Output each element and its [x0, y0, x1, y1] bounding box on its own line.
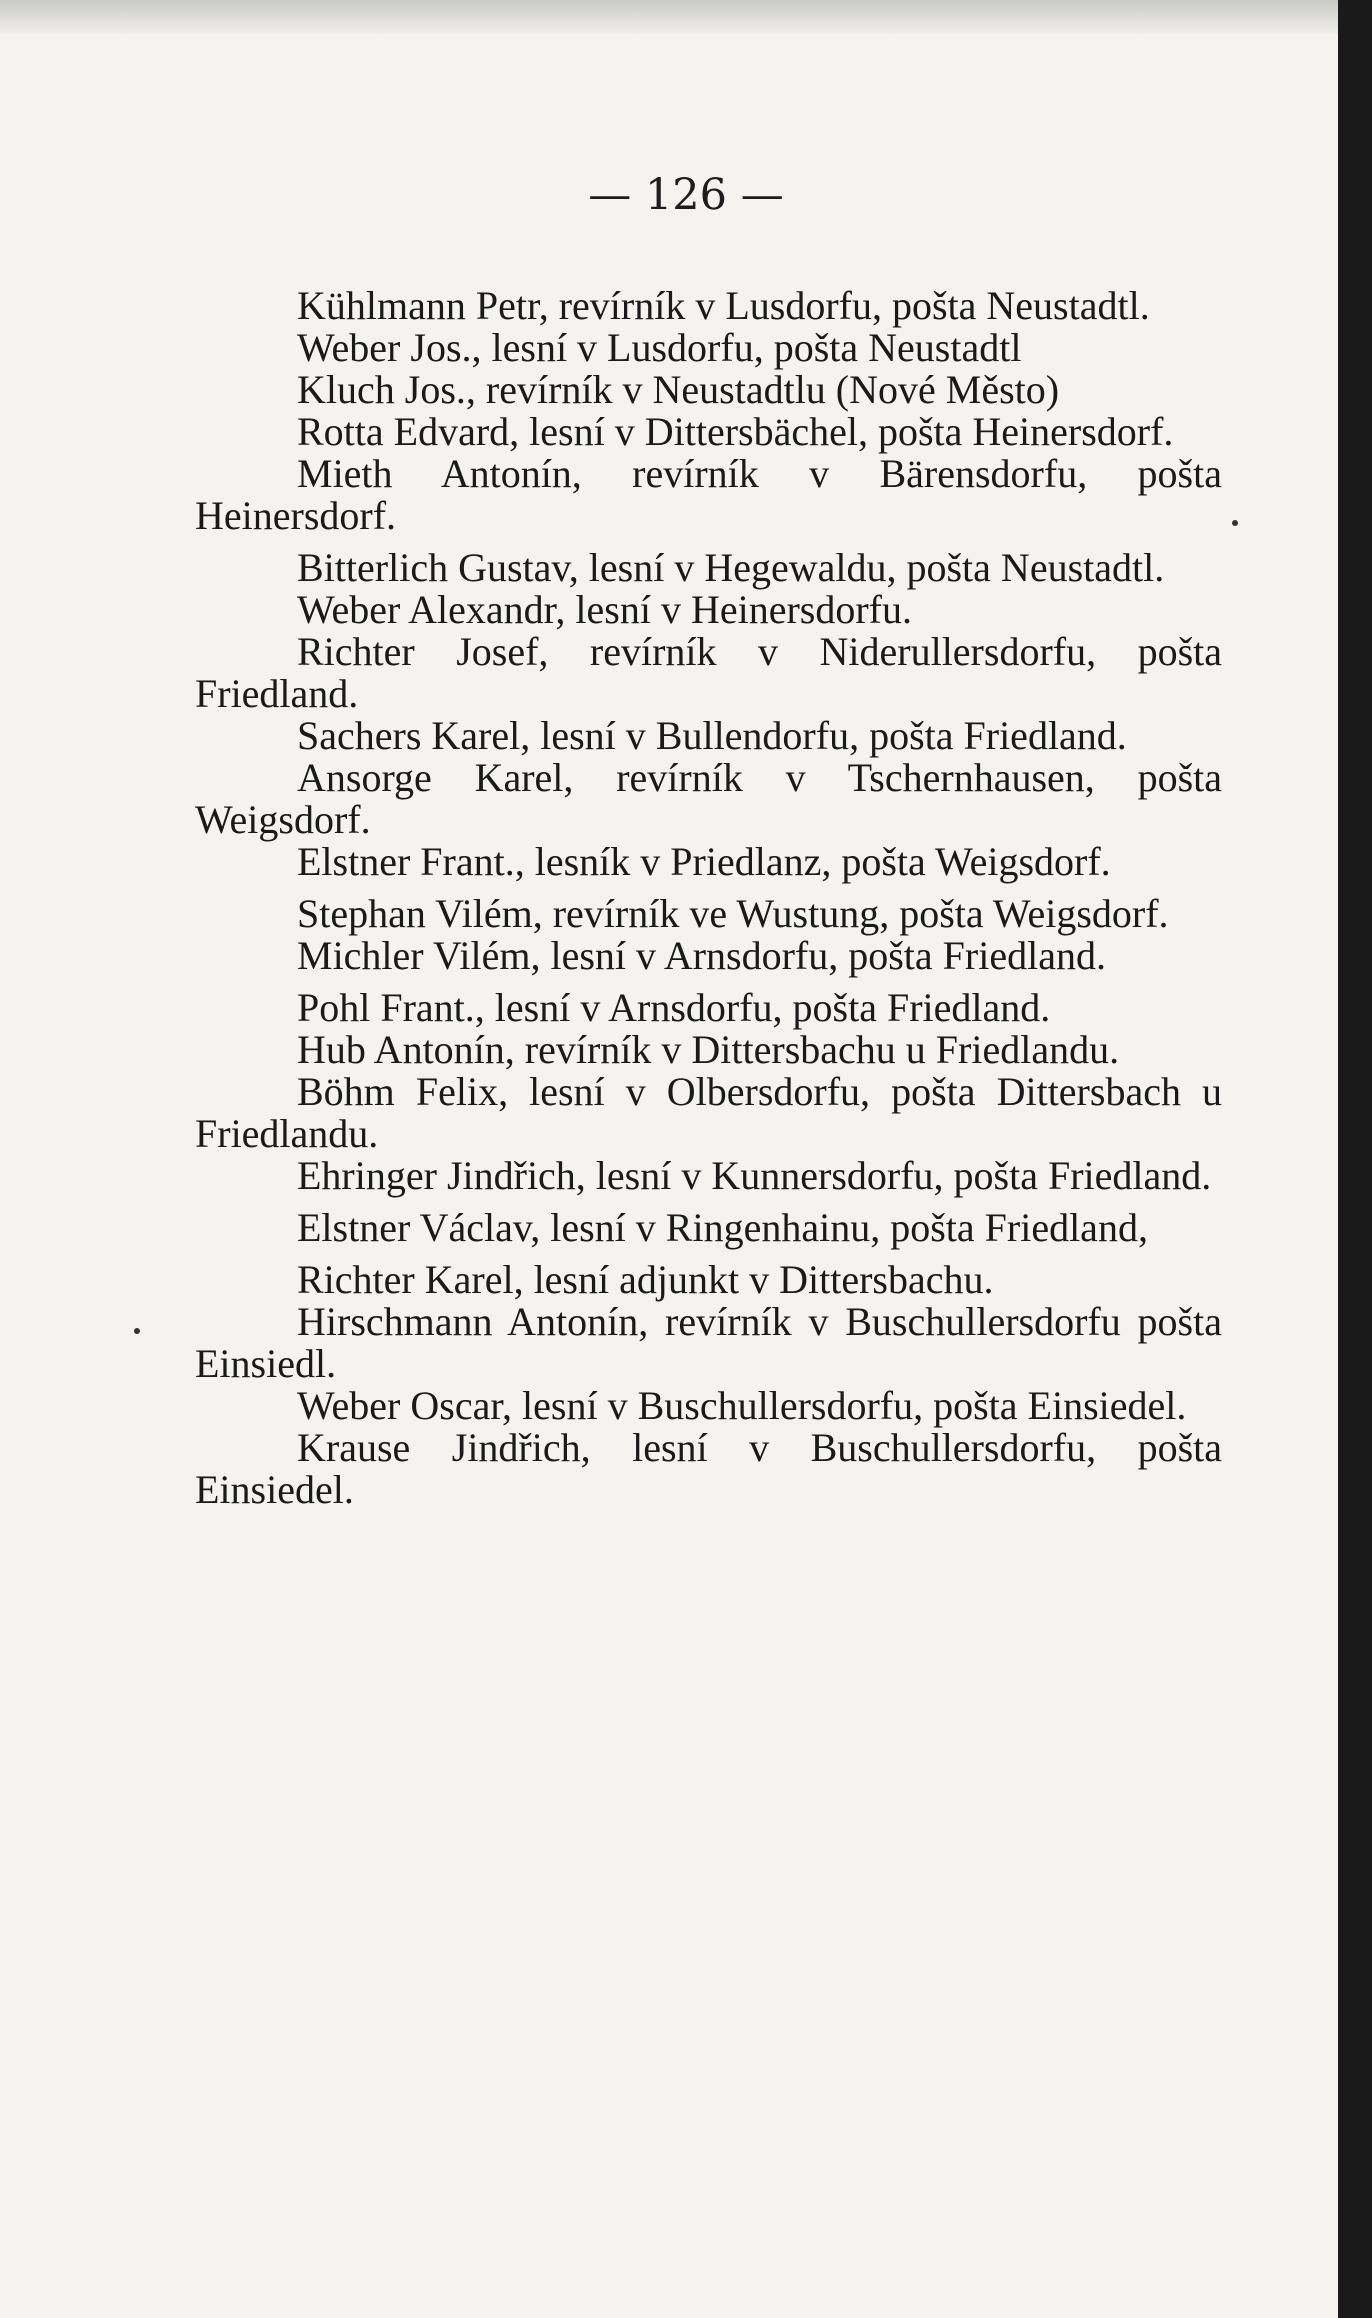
page-top-edge-shadow [0, 0, 1338, 34]
directory-entry: Hub Antonín, revírník v Dittersbachu u Friedlandu. [297, 1027, 1120, 1072]
directory-entry: Kühlmann Petr, revírník v Lusdorfu, pošta Neustadtl. [297, 283, 1150, 328]
directory-entry: Pohl Frant., lesní v Arnsdorfu, pošta Friedland. [297, 985, 1051, 1030]
directory-entry: Elstner Frant., lesník v Priedlanz, pošta Weigsdorf. [297, 839, 1111, 884]
page-number: — 126 — [588, 170, 784, 220]
directory-entry: Rotta Edvard, lesní v Dittersbächel, pošta Heinersdorf. [297, 409, 1174, 454]
directory-entry: Böhm Felix, lesní v Olbersdorfu, pošta Dittersbach u Friedlandu. [195, 1069, 1222, 1156]
directory-entry: Hirschmann Antonín, revírník v Buschullersdorfu pošta Einsiedl. [195, 1299, 1222, 1386]
directory-entry: Ansorge Karel, revírník v Tschernhausen, pošta Weigsdorf. [195, 755, 1222, 842]
directory-entry: Weber Jos., lesní v Lusdorfu, pošta Neustadtl [297, 325, 1022, 370]
directory-entry: Mieth Antonín, revírník v Bärensdorfu, pošta Heinersdorf. [195, 451, 1222, 538]
directory-entry: Bitterlich Gustav, lesní v Hegewaldu, pošta Neustadtl. [297, 545, 1165, 590]
ink-speck [134, 1328, 140, 1334]
directory-entry: Krause Jindřich, lesní v Buschullersdorfu, pošta Einsiedel. [195, 1425, 1222, 1512]
scan-border [1338, 0, 1372, 2318]
directory-entry: Michler Vilém, lesní v Arnsdorfu, pošta Friedland. [297, 933, 1106, 978]
directory-entry: Stephan Vilém, revírník ve Wustung, pošta Weigsdorf. [297, 891, 1169, 936]
ink-speck [1232, 520, 1238, 526]
directory-entry: Richter Karel, lesní adjunkt v Dittersbachu. [297, 1257, 994, 1302]
forester-directory-list [195, 285, 1222, 1511]
directory-entry: Elstner Václav, lesní v Ringenhainu, pošta Friedland, [297, 1205, 1148, 1250]
directory-entry: Ehringer Jindřich, lesní v Kunnersdorfu, pošta Friedland. [297, 1153, 1212, 1198]
directory-entry: Kluch Jos., revírník v Neustadtlu (Nové Město) [297, 367, 1060, 412]
directory-entry: Sachers Karel, lesní v Bullendorfu, pošta Friedland. [297, 713, 1127, 758]
directory-entry: Richter Josef, revírník v Niderullersdorfu, pošta Friedland. [195, 629, 1222, 716]
directory-entry: Weber Oscar, lesní v Buschullersdorfu, pošta Einsiedel. [297, 1383, 1187, 1428]
directory-entry: Weber Alexandr, lesní v Heinersdorfu. [297, 587, 912, 632]
